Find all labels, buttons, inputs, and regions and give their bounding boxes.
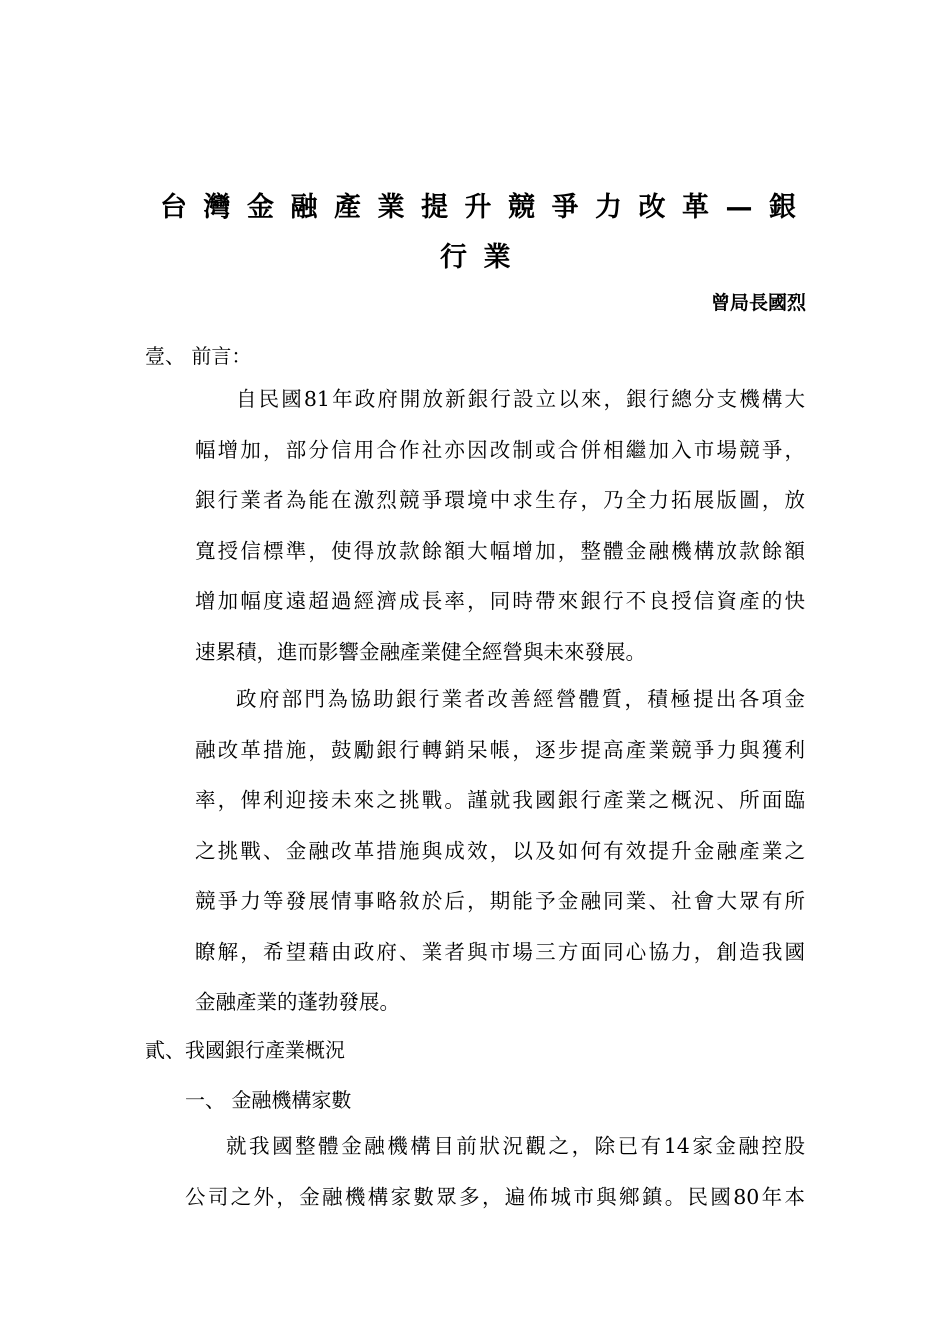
- paragraph-line: 政府部門為協助銀行業者改善經營體質，積極提出各項金: [236, 687, 805, 711]
- section-1-paragraph-1: [195, 374, 805, 677]
- document-title-line-1: 台灣金融產業提升競爭力改革—銀: [160, 192, 813, 223]
- paragraph-line: 自民國81年政府開放新銀行設立以來，銀行總分支機構大: [236, 387, 805, 411]
- paragraph-line: 速累積，進而影響金融產業健全經營與未來發展。: [195, 639, 646, 664]
- paragraph-line: 瞭解，希望藉由政府、業者與市場三方面同心協力，創造我國: [195, 939, 805, 964]
- paragraph-line: 寬授信標準，使得放款餘額大幅增加，整體金融機構放款餘額: [195, 538, 805, 563]
- paragraph-line: 幅增加，部分信用合作社亦因改制或合併相繼加入市場競爭，: [195, 437, 805, 462]
- subsection-1-paragraph: [185, 1121, 805, 1222]
- paragraph-line: 率，俾利迎接未來之挑戰。謹就我國銀行產業之概況、所面臨: [195, 788, 805, 812]
- subsection-1-heading: 一、 金融機構家數: [185, 1088, 352, 1112]
- author-name: 曾局長國烈: [710, 292, 806, 314]
- section-1-paragraph-2: [195, 674, 805, 1028]
- paragraph-line: 競爭力等發展情事略敘於后，期能予金融同業、社會大眾有所: [195, 889, 805, 913]
- section-1-heading: 壹、 前言：: [145, 344, 252, 368]
- paragraph-line: 銀行業者為能在激烈競爭環境中求生存，乃全力拓展版圖，放: [195, 488, 805, 512]
- document-title-line-2: 行業: [440, 242, 527, 273]
- paragraph-line: 就我國整體金融機構目前狀況觀之，除已有14家金融控股: [226, 1134, 805, 1158]
- paragraph-line: 融改革措施，鼓勵銀行轉銷呆帳，逐步提高產業競爭力與獲利: [195, 737, 805, 762]
- paragraph-line: 之挑戰、金融改革措施與成效，以及如何有效提升金融產業之: [195, 838, 805, 863]
- paragraph-line: 金融產業的蓬勃發展。: [195, 990, 400, 1014]
- paragraph-line: 公司之外，金融機構家數眾多，遍佈城市與鄉鎮。民國80年本: [185, 1184, 805, 1209]
- section-2-heading: 貳、我國銀行產業概況: [145, 1038, 345, 1062]
- paragraph-line: 增加幅度遠超過經濟成長率，同時帶來銀行不良授信資產的快: [195, 589, 805, 613]
